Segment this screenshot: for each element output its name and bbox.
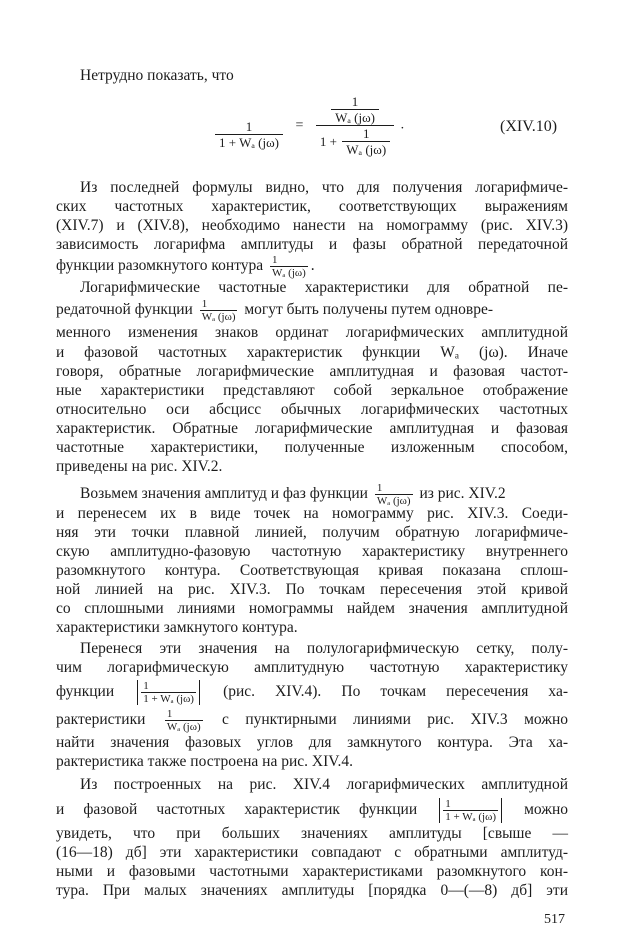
eq-lhs-den: 1 + Wₐ (jω) xyxy=(215,134,283,150)
para4-line1: Перенеся эти значения на полулогарифмическую сетку, полу- xyxy=(80,640,568,657)
para1-line5-text: функции разомкнутого контура xyxy=(56,257,264,275)
para3-line5: разомкнутого контура. Соответствующая кривая показана сплош- xyxy=(56,562,568,579)
para3-line4: скую амплитудно-фазовую частотную характеристику внутреннего xyxy=(56,543,568,560)
para3-line2: и перенесем их в виде точек на номограмму рис. XIV.3. Соеди- xyxy=(56,505,568,522)
para4-abs-value xyxy=(137,680,200,705)
para5-line1: Из построенных на рис. XIV.4 логарифмических амплитудной xyxy=(80,776,568,793)
para2-frac-den: Wₐ (jω) xyxy=(201,311,236,323)
para3-frac-num: 1 xyxy=(376,482,383,494)
para5-line5: ными и фазовыми частотными характеристиками разомкнутого кон- xyxy=(56,863,568,880)
para4-frac2-den: Wₐ (jω) xyxy=(166,721,201,733)
para5-fraction xyxy=(443,798,498,823)
eq-rhs-fraction xyxy=(316,94,394,157)
para3-line3: няя эти точки плавной линией, получим обратную логарифмиче- xyxy=(56,524,568,541)
para2-fraction xyxy=(200,298,238,323)
eq-lhs-num: 1 xyxy=(245,119,253,134)
para5-line2 xyxy=(56,798,568,823)
para5-line2-b: можно xyxy=(524,801,569,819)
eq-rhs-num-bot: Wₐ (jω) xyxy=(331,109,379,125)
para5-line6: тура. При малых значениях амплитуды [порядка 0—(—8) дб] эти xyxy=(56,882,568,899)
para2-line1: Логарифмические частотные характеристики для обратной пе- xyxy=(80,279,568,296)
para2-line2 xyxy=(56,298,568,323)
para1-line1: Из последней формулы видно, что для получения логарифмиче- xyxy=(80,179,568,196)
para3-frac-den: Wₐ (jω) xyxy=(376,495,411,507)
eq-rhs-num xyxy=(316,94,394,125)
eq-rhs-den-num: 1 xyxy=(362,126,370,141)
eq-rhs-den-lead: 1 + xyxy=(319,134,337,149)
equation-label: (XIV.10) xyxy=(500,118,558,135)
para4-line5: найти значения фазовых углов для замкнутого контура. Эта ха- xyxy=(56,734,568,751)
para2-line8: характеристик. Обратные логарифмические амплитудная и фазовая xyxy=(56,420,568,437)
para4-line2: чим логарифмическую амплитудную частотную характеристику xyxy=(56,659,568,676)
para3-line1-a: Возьмем значения амплитуд и фаз функции xyxy=(80,485,368,503)
para3-line7: со сплошными линиями номограммы найдем значения амплитудной xyxy=(56,600,568,617)
para4-line4-b: с пунктирными линиями рис. XIV.3 можно xyxy=(222,711,569,729)
para2-line10: приведены на рис. XIV.2. xyxy=(56,458,223,475)
para2-line9: частотные характеристики, полученные изложенным способом, xyxy=(56,439,568,456)
para1-line3: (XIV.7) и (XIV.8), необходимо нанести на номограмму (рис. XIV.3) xyxy=(56,217,568,234)
para3-line8: характеристики замкнутого контура. xyxy=(56,619,298,636)
para4-frac2-num: 1 xyxy=(166,708,173,720)
para5-line2-a: и фазовой частотных характеристик функции xyxy=(56,801,418,819)
para4-line3 xyxy=(56,680,568,705)
para4-line6: рактеристика также построена на рис. XIV.4. xyxy=(56,753,353,770)
para1-line5 xyxy=(56,254,568,279)
page-number: 517 xyxy=(544,912,565,927)
para5-line3: увидеть, что при больших значениях амплитуды [свыше — xyxy=(56,825,568,842)
para4-line3-b: (рис. XIV.4). По точкам пересечения ха- xyxy=(223,683,568,701)
equation-xiv-10 xyxy=(212,94,404,157)
para2-line3: менного изменения знаков ординат логарифмических амплитудной xyxy=(56,324,568,341)
para5-frac-den: 1 + Wₐ (jω) xyxy=(445,811,496,823)
para1-line2: ских частотных характеристик, соответствующих выражениям xyxy=(56,198,568,215)
para1-line4: зависимость логарифма амплитуды и фазы обратной передаточной xyxy=(56,236,568,253)
para2-line4: и фазовой частотных характеристик функции Wₐ (jω). Иначе xyxy=(56,344,568,361)
eq-sign: = xyxy=(295,117,304,133)
eq-rhs-den xyxy=(316,125,394,157)
eq-lhs-fraction xyxy=(215,119,283,150)
para3-line1-b: из рис. XIV.2 xyxy=(419,485,506,503)
para1-fraction xyxy=(270,254,308,279)
para1-frac-num: 1 xyxy=(272,254,278,266)
para3-line6: ной линией на рис. XIV.3. По точкам пересечения этой кривой xyxy=(56,581,568,598)
para1-line5-end: . xyxy=(310,257,315,275)
para2-line5: говоря, обратные логарифмические амплитудная и фазовая частот- xyxy=(56,363,568,380)
eq-rhs-num-top: 1 xyxy=(351,94,359,109)
eq-rhs-den-den: Wₐ (jω) xyxy=(342,141,390,157)
para2-line2-b: могут быть получены путем одновре- xyxy=(244,301,494,319)
para1-frac-den: Wₐ (jω) xyxy=(272,267,306,279)
eq-period: . xyxy=(400,117,405,133)
para2-frac-num: 1 xyxy=(201,298,208,310)
para2-line2-a: редаточной функции xyxy=(56,301,193,319)
para5-line4: (16—18) дб] эти характеристики совпадают с обратными амплитуд- xyxy=(56,844,568,861)
para4-line4-a: рактеристики xyxy=(56,711,146,729)
intro-text: Нетрудно показать, что xyxy=(80,67,234,84)
para4-frac1-num: 1 xyxy=(143,680,149,692)
para4-line4 xyxy=(56,708,568,733)
para4-fraction2 xyxy=(165,708,203,733)
para4-line3-a: функции xyxy=(56,683,115,701)
para4-frac1-den: 1 + Wₐ (jω) xyxy=(143,693,194,705)
para5-abs-value xyxy=(439,798,502,823)
para2-line6: ные характеристики представляют собой зеркальное отображение xyxy=(56,382,568,399)
para4-fraction1 xyxy=(141,680,196,705)
para5-frac-num: 1 xyxy=(445,798,451,810)
para2-line7: относительно оси абсцисс обычных логарифмических частотных xyxy=(56,401,568,418)
